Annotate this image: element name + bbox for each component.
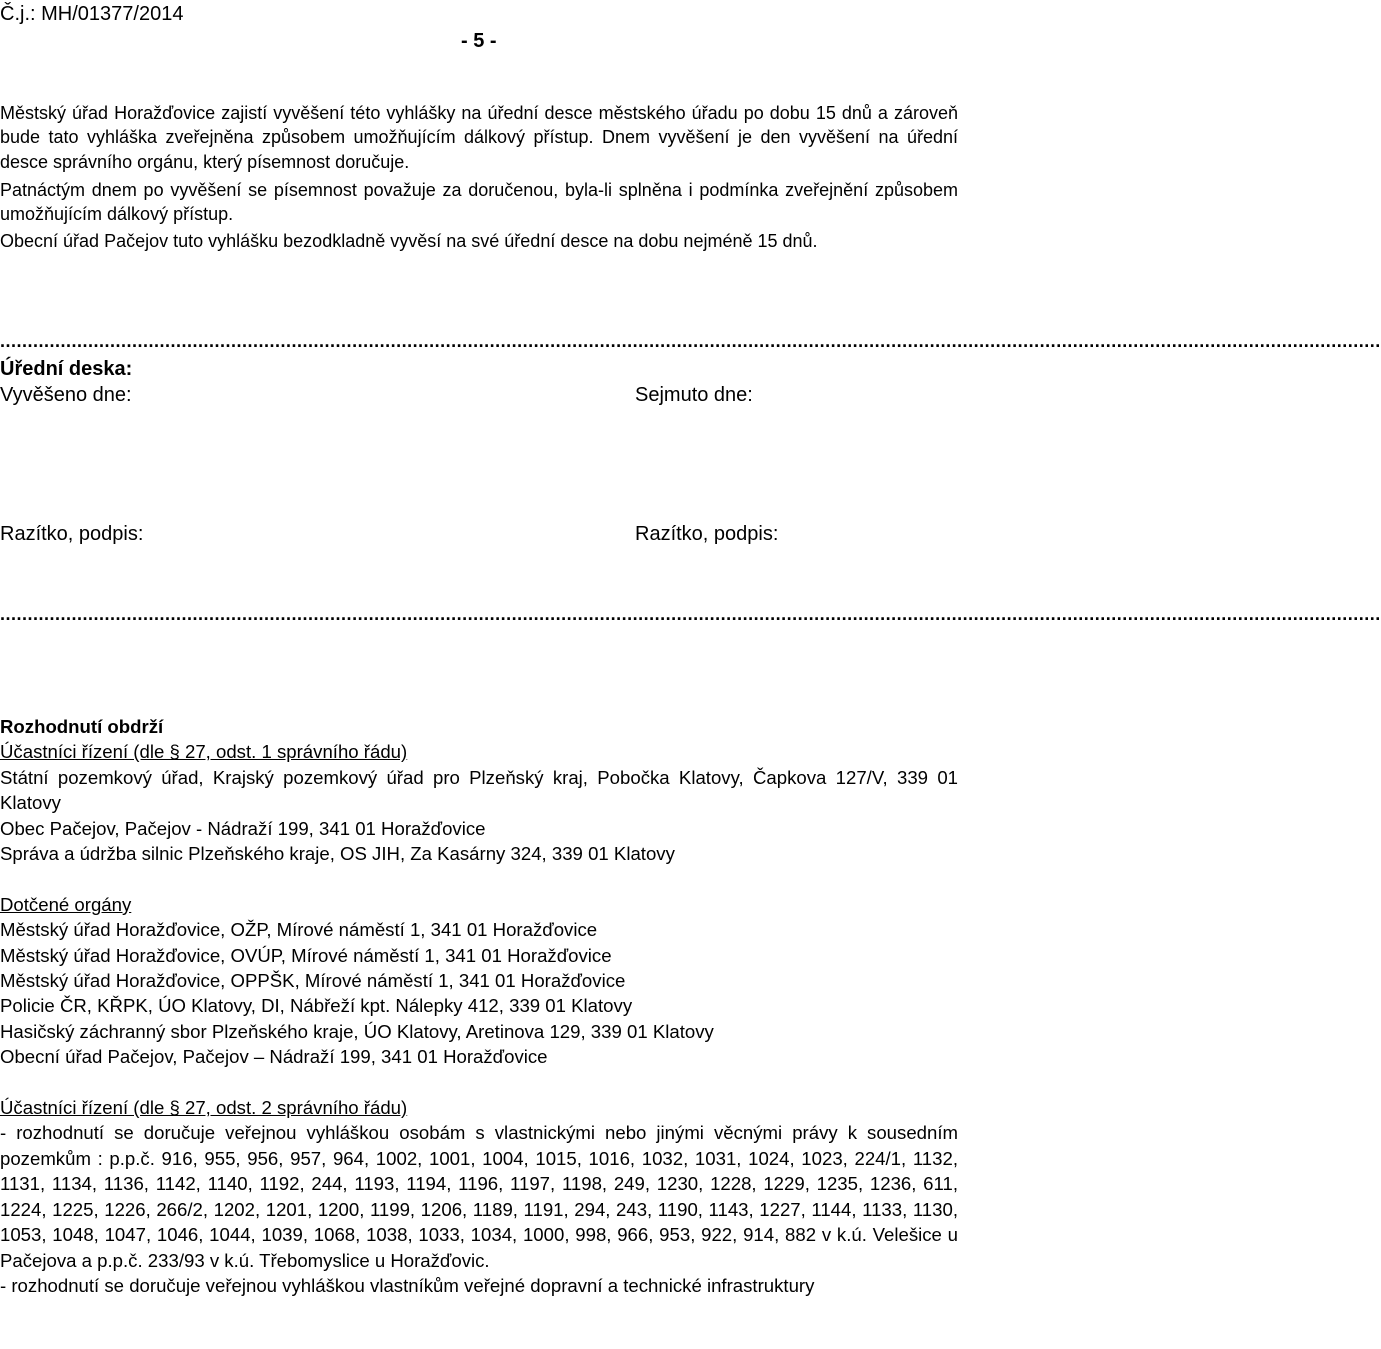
paragraph-obec-pacejov: Obecní úřad Pačejov tuto vyhlášku bezodkladně vyvěsí na své úřední desce na dobu nejméně 15 dnů.: [0, 231, 818, 251]
stamp-signature-label-left: Razítko, podpis:: [0, 523, 144, 545]
group-heading-participants-1: Účastníci řízení (dle § 27, odst. 1 správního řádu): [0, 741, 408, 763]
recipients-title: Rozhodnutí obdrží: [0, 716, 164, 737]
page-number: - 5 -: [461, 30, 497, 52]
recipient-item: Správa a údržba silnic Plzeňského kraje, OS JIH, Za Kasárny 324, 339 01 Klatovy: [0, 843, 675, 865]
stamp-signature-label-right: Razítko, podpis:: [635, 523, 779, 545]
dotted-divider: ...........................................................................................................................................................................................................................................................: [0, 331, 1381, 351]
spacer: [0, 1070, 958, 1095]
recipient-item: - rozhodnutí se doručuje veřejnou vyhláškou vlastníkům veřejné dopravní a technické infrastruktury: [0, 1274, 815, 1296]
posted-date-label: Vyvěšeno dne:: [0, 384, 132, 406]
paragraph-delivery-info: Patnáctým dnem po vyvěšení se písemnost považuje za doručenou, byla-li splněna i podmínka zveřejnění způsobem umožňujícím dálkový přístup.: [0, 180, 958, 225]
recipient-item: Státní pozemkový úřad, Krajský pozemkový úřad pro Plzeňský kraj, Pobočka Klatovy, Čapkova 127/V, 339 01 Klatovy: [0, 766, 958, 814]
recipient-item: Obecní úřad Pačejov, Pačejov – Nádraží 199, 341 01 Horažďovice: [0, 1046, 548, 1068]
paragraph-posting-info: Městský úřad Horažďovice zajistí vyvěšení této vyhlášky na úřední desce městského úřadu po dobu 15 dnů a zároveň bude tato vyhláška zveřejněna způsobem umožňujícím dálkový přístup. Dnem vyvěšení je den vyvěšení na úřední desce správního orgánu, který písemnost doručuje.: [0, 103, 958, 172]
recipient-item: Obec Pačejov, Pačejov - Nádraží 199, 341 01 Horažďovice: [0, 817, 486, 839]
recipient-item: Městský úřad Horažďovice, OŽP, Mírové náměstí 1, 341 01 Horažďovice: [0, 919, 598, 941]
recipient-item: Hasičský záchranný sbor Plzeňského kraje, ÚO Klatovy, Aretinova 129, 339 01 Klatovy: [0, 1020, 714, 1042]
group-heading-participants-2: Účastníci řízení (dle § 27, odst. 2 správního řádu): [0, 1097, 408, 1119]
recipient-item: Městský úřad Horažďovice, OPPŠK, Mírové náměstí 1, 341 01 Horažďovice: [0, 970, 626, 992]
removed-date-label: Sejmuto dne:: [635, 384, 753, 406]
dotted-divider: ...........................................................................................................................................................................................................................................................: [0, 604, 1381, 624]
document-reference: Č.j.: MH/01377/2014: [0, 3, 184, 25]
group-heading-authorities: Dotčené orgány: [0, 893, 132, 915]
recipient-item: Městský úřad Horažďovice, OVÚP, Mírové náměstí 1, 341 01 Horažďovice: [0, 944, 612, 966]
recipients-section: [0, 714, 958, 1298]
recipient-item: Policie ČR, KŘPK, ÚO Klatovy, DI, Nábřeží kpt. Nálepky 412, 339 01 Klatovy: [0, 995, 633, 1017]
notice-board-title: Úřední deska:: [0, 358, 133, 380]
spacer: [0, 866, 958, 891]
recipient-item: - rozhodnutí se doručuje veřejnou vyhláškou osobám s vlastnickými nebo jinými věcnými právy k sousedním pozemkům : p.p.č. 916, 955, 956, 957, 964, 1002, 1001, 1004, 1015, 1016, 1032, 1031, 1024, 1023, 224/1, 1132, 1131, 1134, 1136, 1142, 1140, 1192, 244, 1193, 1194, 1196, 1197, 1198, 249, 1230, 1228, 1229, 1235, 1236, 611, 1224, 1225, 1226, 266/2, 1202, 1201, 1200, 1199, 1206, 1189, 1191, 294, 243, 1190, 1143, 1227, 1144, 1133, 1130, 1053, 1048, 1047, 1046, 1044, 1039, 1068, 1038, 1033, 1034, 1000, 998, 966, 953, 922, 914, 882 v k.ú. Velešice u Pačejova a p.p.č. 233/93 v k.ú. Třebomyslice u Horažďovic.: [0, 1122, 958, 1271]
